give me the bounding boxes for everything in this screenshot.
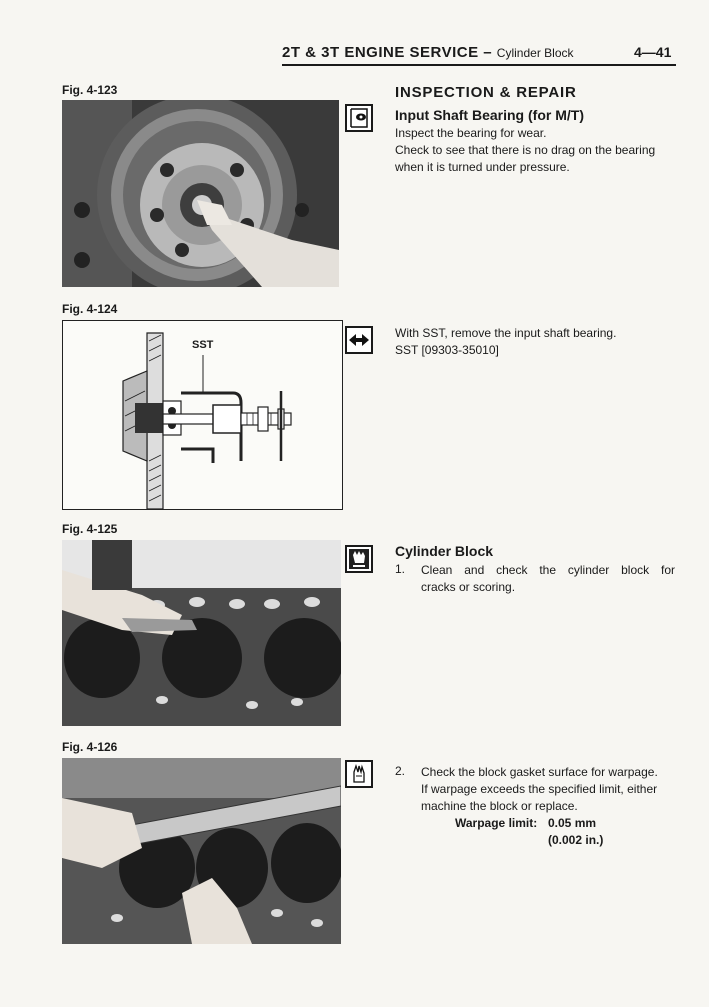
header-subtitle: Cylinder Block [496,46,574,60]
figure-diagram-sst [62,320,343,510]
step1-text-line1: Clean and check the cylinder block for [421,563,675,577]
step1-number: 1. [395,562,406,576]
warpage-limit-mm: 0.05 mm [548,816,597,830]
check-hand-icon [345,760,373,788]
section-title-inspection: INSPECTION & REPAIR [395,84,577,101]
removal-sst-number: SST [09303-35010] [395,343,499,357]
inspect-eye-icon [345,104,373,132]
step1-text-line2: cracks or scoring. [421,580,516,594]
figure-photo-straightedge [62,758,341,944]
sst-callout-label: SST [192,339,214,351]
step2-text-line3: machine the block or replace. [421,799,578,813]
remove-arrows-icon [345,326,373,354]
step2-text-line1: Check the block gasket surface for warpage. [421,765,658,779]
clean-hand-icon [345,545,373,573]
header-dash: – [478,44,497,61]
step2-number: 2. [395,764,406,778]
subsection-title-bearing: Input Shaft Bearing (for M/T) [395,107,584,123]
removal-text-line1: With SST, remove the input shaft bearing. [395,326,617,340]
header-rule [282,64,676,66]
figure-label-4-125: Fig. 4-125 [62,522,118,536]
bearing-text-line1: Inspect the bearing for wear. [395,126,547,140]
figure-label-4-126: Fig. 4-126 [62,740,118,754]
warpage-limit-in: (0.002 in.) [548,833,604,847]
bearing-text-line3: when it is turned under pressure. [395,160,570,174]
step2-text-line2: If warpage exceeds the specified limit, either [421,782,658,796]
subsection-title-cylinder-block: Cylinder Block [395,543,494,559]
bearing-text-line2: Check to see that there is no drag on the bearing [395,143,656,157]
figure-label-4-124: Fig. 4-124 [62,302,118,316]
page-number: 4—41 [634,44,672,60]
figure-label-4-123: Fig. 4-123 [62,83,118,97]
figure-photo-bearing [62,100,339,287]
warpage-limit-label: Warpage limit: [455,816,538,830]
figure-photo-cleaning [62,540,341,726]
header-title-main: 2T & 3T ENGINE SERVICE [282,44,479,61]
page-header-title [282,44,574,61]
